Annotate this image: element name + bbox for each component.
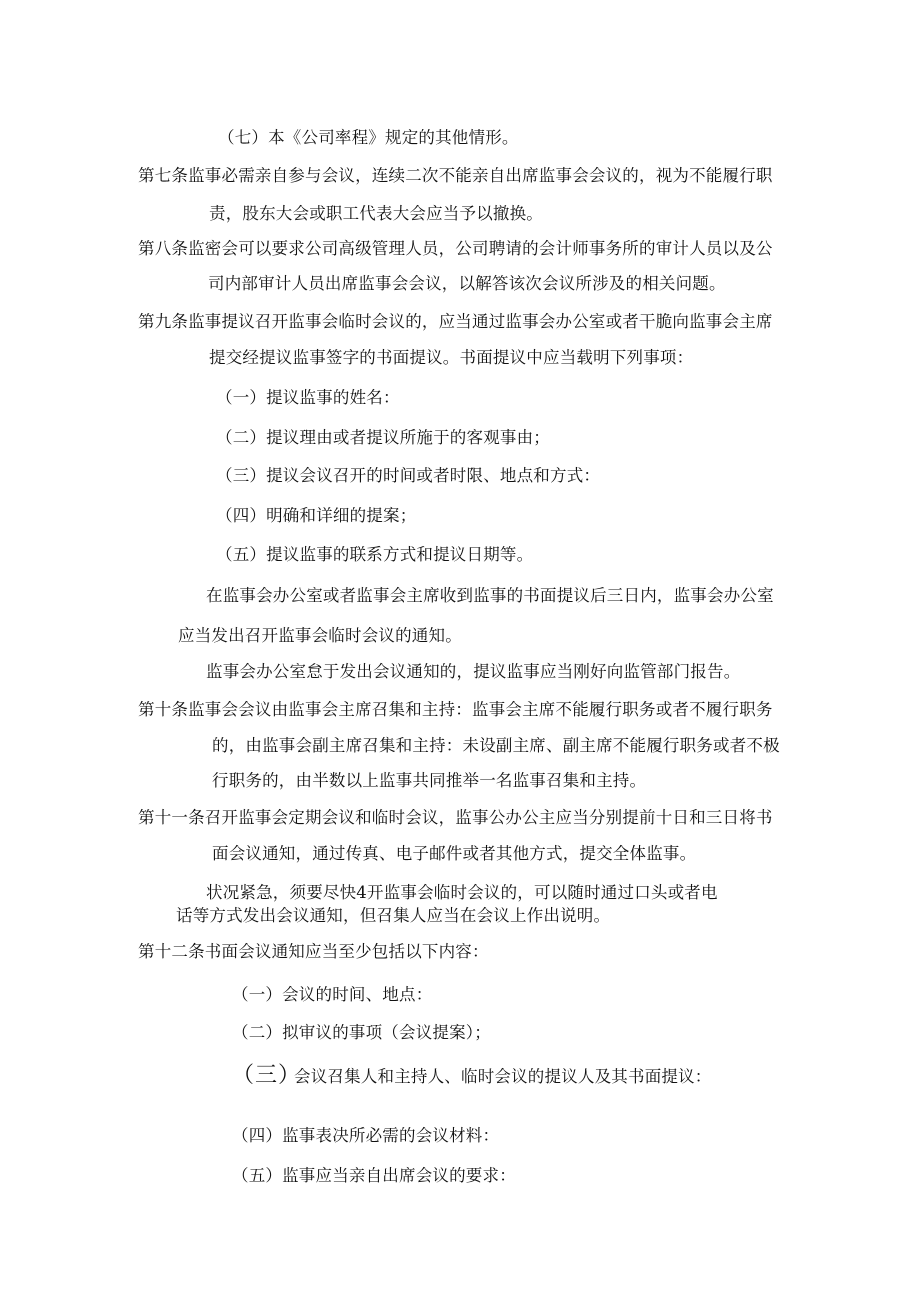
text-line: （二）拟审议的事项（会议提案）； <box>232 1023 491 1042</box>
text-line: 的，由监事会副主席召集和主持：未设副主席、副主席不能履行职务或者不极 <box>212 736 780 755</box>
text-line: 状况紧急，须要尽快4开监事会临时会议的，可以随时通过口头或者电 <box>206 883 718 902</box>
text-line: （四）明确和详细的提案； <box>216 506 417 525</box>
text-line: 司内部审计人员出席监事会会议，以解答该次会议所涉及的相关问题。 <box>208 274 726 293</box>
text-line-marker: （三） <box>232 1063 302 1088</box>
text-line: 第九条监事提议召开监事会临时会议的，应当通过监事会办公室或者干脆向监事会主席 <box>138 312 773 331</box>
text-line: （一）会议的时间、地点： <box>232 985 433 1004</box>
text-line: 提交经提议监事签字的书面提议。书面提议中应当载明下列事项： <box>209 348 694 367</box>
text-line: 面会议通知，通过传真、电子邮件或者其他方式，提交全体监事。 <box>212 844 697 863</box>
text-line: 在监事会办公室或者监事会主席收到监事的书面提议后三日内，监事会办公室 <box>206 586 774 605</box>
text-line: 责，股东大会或职工代表大会应当予以撤换。 <box>209 204 543 223</box>
text-line: 第八条监密会可以要求公司高级管理人员，公司聘请的会计师事务所的审计人员以及公 <box>138 239 773 258</box>
text-line: 监事会办公室怠于发出会议通知的，提议监事应当刚好向监管部门报告。 <box>206 662 741 681</box>
text-line: 第十二条书面会议通知应当至少包括以下内容： <box>138 942 489 961</box>
text-line: 应当发出召开监事会临时会议的通知。 <box>178 626 462 645</box>
text-line: （一）提议监事的姓名： <box>216 388 400 407</box>
text-line: 第十一条召开监事会定期会议和临时会议，监事公办公主应当分别提前十日和三日将书 <box>138 808 773 827</box>
text-line: （三）提议会议召开的时间或者时限、地点和方式： <box>216 466 601 485</box>
text-line: （二）提议理由或者提议所施于的客观事由； <box>216 428 550 447</box>
text-line: （五）提议监事的联系方式和提议日期等。 <box>216 545 534 564</box>
text-line: 行职务的，由半数以上监事共同推举一名监事召集和主持。 <box>212 771 647 790</box>
text-line: （七）本《公司率程》规定的其他情形。 <box>218 128 519 147</box>
text-line: （五）监事应当亲自出席会议的要求： <box>232 1166 516 1185</box>
text-line: （四）监事表决所必需的会议材料： <box>232 1126 500 1145</box>
text-line: 话等方式发出会议通知，但召集人应当在会议上作出说明。 <box>176 906 611 925</box>
text-line: 第十条监事会会议由监事会主席召集和主持：监事会主席不能履行职务或者不履行职务 <box>138 700 773 719</box>
text-line: 会议召集人和主持人、临时会议的提议人及其书面提议： <box>294 1067 712 1086</box>
text-line: 第七条监事必需亲自参与会议，连续二次不能亲自出席监事会会议的，视为不能履行职 <box>138 166 773 185</box>
